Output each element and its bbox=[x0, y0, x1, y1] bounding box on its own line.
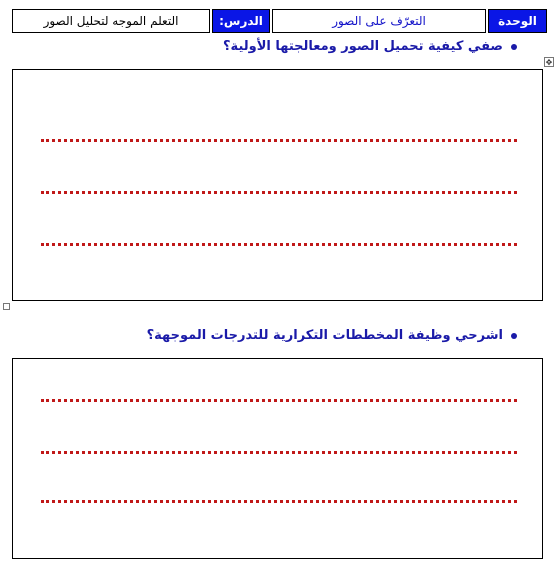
question-2-text: اشرحي وظيفة المخططات التكرارية للتدرجات الموجهة؟ bbox=[146, 328, 503, 343]
answer-line bbox=[41, 139, 517, 142]
header-table bbox=[10, 9, 547, 33]
answer-box-2[interactable] bbox=[12, 358, 543, 559]
answer-line bbox=[41, 243, 517, 246]
bullet-icon bbox=[511, 44, 517, 50]
lesson-value: التعلم الموجه لتحليل الصور bbox=[12, 9, 210, 33]
answer-line bbox=[41, 451, 517, 454]
answer-line bbox=[41, 191, 517, 194]
answer-box-1[interactable] bbox=[12, 69, 543, 301]
resize-icon[interactable] bbox=[3, 303, 10, 310]
move-icon[interactable]: ✥ bbox=[545, 58, 553, 67]
unit-value: التعرّف على الصور bbox=[272, 9, 486, 33]
answer-line bbox=[41, 399, 517, 402]
question-2 bbox=[147, 328, 517, 343]
question-1 bbox=[223, 39, 517, 54]
unit-label: الوحدة bbox=[488, 9, 547, 33]
answer-line bbox=[41, 500, 517, 503]
bullet-icon bbox=[511, 333, 517, 339]
lesson-label: الدرس: bbox=[212, 9, 270, 33]
question-1-text: صفي كيفية تحميل الصور ومعالجتها الأولية؟ bbox=[223, 39, 503, 54]
